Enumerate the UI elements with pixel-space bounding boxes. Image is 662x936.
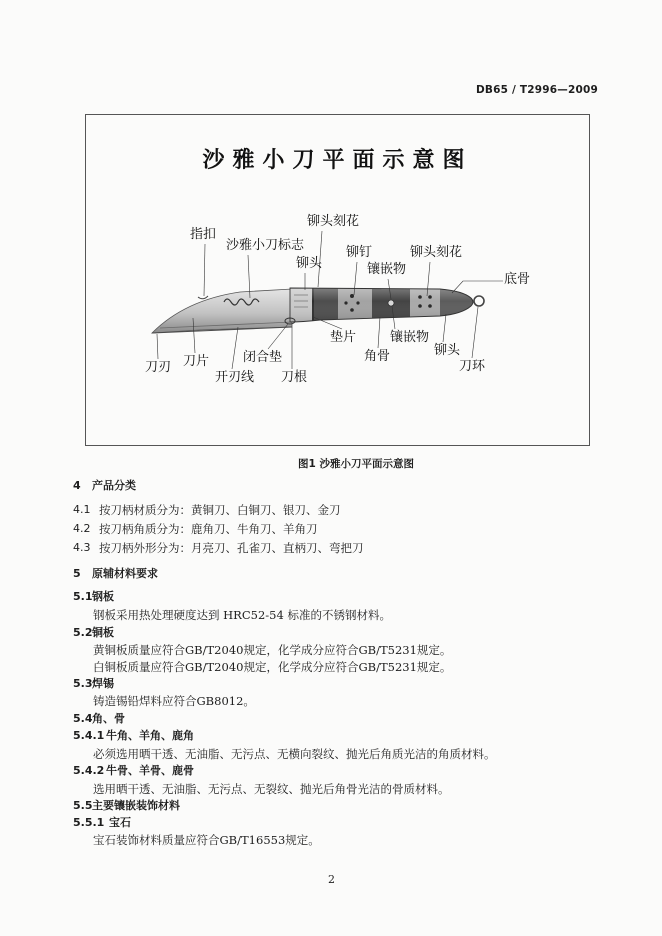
- clause-5-4-2-text: 选用晒干透、无油脂、无污点、无裂纹、抛光后角骨光洁的骨质材料。: [93, 782, 450, 796]
- item-4-2-text: 按刀柄角质分为：鹿角刀、牛角刀、羊角刀: [99, 522, 318, 536]
- section-5-number: 5: [73, 567, 81, 580]
- clause-5-2-line-1: 黄铜板质量应符合GB/T2040规定，化学成分应符合GB/T5231规定。: [93, 643, 452, 657]
- figure-title: 沙雅小刀平面示意图: [202, 147, 473, 173]
- clause-5-4-1-title: 牛角、羊角、鹿角: [106, 729, 194, 742]
- clause-5-2-number: 5.2: [73, 626, 93, 639]
- page-number: 2: [328, 873, 335, 886]
- section-4-number: 4: [73, 479, 81, 492]
- knife-blade: [152, 289, 292, 333]
- clause-5-4-2-number: 5.4.2: [73, 764, 105, 777]
- rivet-dot: [350, 308, 354, 312]
- clause-5-2-title: 铜板: [92, 626, 114, 639]
- document-number: DB65 / T2996—2009: [476, 84, 598, 96]
- clause-5-4-title: 角、骨: [92, 712, 125, 725]
- label-inlay-lower: 镶嵌物: [390, 330, 430, 345]
- label-rivet-head-upper: 铆头: [296, 256, 323, 271]
- leader-horn-bone: [378, 317, 380, 348]
- knife-ring: [474, 296, 484, 306]
- rivet-dot: [350, 294, 354, 298]
- label-bottom-bone: 底骨: [504, 272, 531, 287]
- label-knife-logo: 沙雅小刀标志: [226, 238, 305, 253]
- clause-5-1-number: 5.1: [73, 590, 93, 603]
- leader-edge: [157, 334, 158, 359]
- item-4-3-text: 按刀柄外形分为：月亮刀、孔雀刀、直柄刀、弯把刀: [99, 541, 364, 555]
- clause-5-4-number: 5.4: [73, 712, 93, 725]
- label-rivet-head-lower: 铆头: [434, 343, 461, 358]
- label-spacer: 垫片: [330, 330, 357, 345]
- rivet-dot: [344, 301, 347, 304]
- clause-5-5-title: 主要镶嵌装饰材料: [92, 799, 180, 812]
- leader-bottom-bone: [452, 281, 503, 293]
- leader-rivet-head-lower: [443, 314, 446, 342]
- section-4-title: 产品分类: [92, 479, 136, 492]
- label-finger-grip: 指扣: [190, 227, 217, 242]
- clause-5-1-title: 钢板: [92, 590, 114, 603]
- section-5-title: 原辅材料要求: [92, 567, 158, 580]
- clause-5-5-number: 5.5: [73, 799, 93, 812]
- rivet-dot: [428, 304, 432, 308]
- label-horn-bone: 角骨: [364, 349, 391, 364]
- clause-5-3-text: 铸造锡铅焊料应符合GB8012。: [93, 694, 255, 708]
- knife-handle: [288, 285, 480, 325]
- figure-caption: 图1 沙雅小刀平面示意图: [298, 458, 414, 470]
- clause-5-5-1-text: 宝石装饰材料质量应符合GB/T16553规定。: [93, 833, 320, 847]
- clause-5-1-text: 钢板采用热处理硬度达到 HRC52-54 标准的不锈钢材料。: [93, 608, 391, 622]
- leader-finger-grip: [204, 244, 205, 296]
- item-4-1-text: 按刀柄材质分为：黄铜刀、白铜刀、银刀、金刀: [99, 503, 341, 517]
- label-edge-line: 开刃线: [215, 370, 255, 385]
- label-edge: 刀刃: [145, 360, 172, 375]
- label-ring: 刀环: [459, 359, 486, 374]
- finger-grip-notch: [198, 296, 208, 299]
- clause-5-4-1-text: 必须选用晒干透、无油脂、无污点、无横向裂纹、抛光后角质光洁的角质材料。: [93, 747, 496, 761]
- label-rivet: 铆钉: [346, 245, 373, 260]
- clause-5-4-1-number: 5.4.1: [73, 729, 105, 742]
- item-4-3-number: 4.3: [73, 541, 91, 554]
- handle-shine: [288, 285, 480, 325]
- label-blade: 刀片: [183, 354, 210, 369]
- rivet-dot: [356, 301, 359, 304]
- clause-5-2-line-2: 白铜板质量应符合GB/T2040规定，化学成分应符合GB/T5231规定。: [93, 660, 452, 674]
- label-rivet-head-carving-upper: 铆头刻花: [307, 214, 360, 229]
- label-inlay-upper: 镶嵌物: [367, 262, 407, 277]
- clause-5-3-number: 5.3: [73, 677, 93, 690]
- clause-5-3-title: 焊锡: [92, 677, 114, 690]
- label-closing-pad: 闭合垫: [243, 350, 283, 365]
- item-4-2-number: 4.2: [73, 522, 91, 535]
- rivet-dot: [418, 304, 422, 308]
- clause-5-5-1-title: 宝石: [109, 816, 131, 829]
- label-blade-root: 刀根: [281, 370, 308, 385]
- inlay-dot: [388, 300, 394, 306]
- rivet-dot: [418, 295, 422, 299]
- rivet-dot: [428, 295, 432, 299]
- leader-edge-line: [232, 327, 238, 369]
- item-4-1-number: 4.1: [73, 503, 91, 516]
- leader-ring: [472, 307, 478, 358]
- clause-5-5-1-number: 5.5.1: [73, 816, 105, 829]
- label-rivet-head-carving-right: 铆头刻花: [410, 245, 463, 260]
- clause-5-4-2-title: 牛骨、羊骨、鹿骨: [106, 764, 194, 777]
